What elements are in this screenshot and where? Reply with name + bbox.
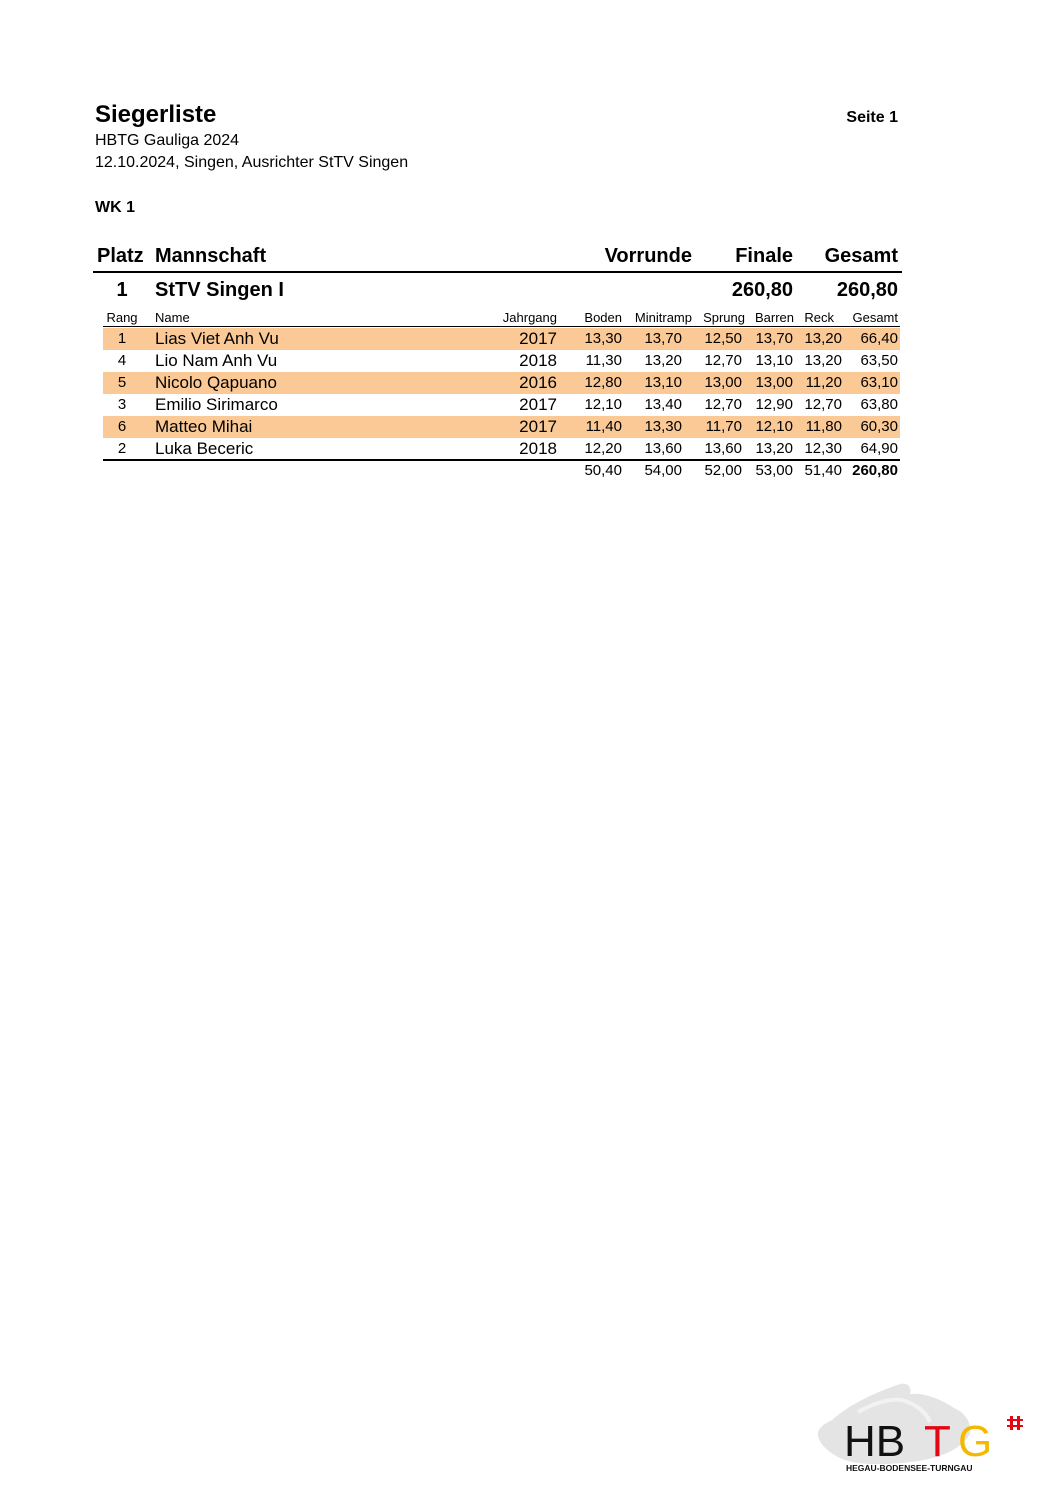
cell-name: Matteo Mihai	[155, 417, 253, 436]
cell-rang: 6	[117, 418, 127, 435]
total-minitramp: 54,00	[644, 462, 682, 479]
cell-sprung: 12,70	[704, 352, 742, 369]
cell-rang: 2	[117, 440, 127, 457]
team-name: StTV Singen I	[155, 279, 284, 301]
total-reck: 51,40	[804, 462, 842, 479]
cell-jahrgang: 2018	[519, 439, 557, 458]
cell-name: Lio Nam Anh Vu	[155, 351, 278, 370]
competition-label: WK 1	[95, 199, 135, 216]
cell-sprung: 11,70	[705, 418, 742, 435]
logo-tagline: HEGAU-BODENSEE-TURNGAU	[846, 1463, 973, 1473]
cell-name: Emilio Sirimarco	[155, 395, 278, 414]
cell-reck: 13,20	[804, 330, 842, 347]
cell-reck: 12,30	[804, 440, 842, 457]
cell-minitramp: 13,40	[644, 396, 682, 413]
cell-name: Luka Beceric	[155, 439, 254, 458]
cell-gesamt: 63,50	[860, 352, 898, 369]
logo-t: T	[924, 1417, 951, 1466]
header-platz: Platz	[97, 245, 144, 267]
cell-jahrgang: 2017	[519, 329, 557, 348]
table-row	[103, 438, 900, 460]
cell-boden: 13,30	[584, 330, 622, 347]
header-finale: Finale	[735, 245, 793, 267]
cell-jahrgang: 2016	[519, 373, 557, 392]
cell-barren: 12,90	[755, 396, 793, 413]
cell-minitramp: 13,10	[644, 374, 682, 391]
cell-gesamt: 66,40	[860, 330, 898, 347]
cell-barren: 13,20	[755, 440, 793, 457]
cell-gesamt: 63,80	[860, 396, 898, 413]
cell-rang: 5	[117, 374, 127, 391]
team-platz: 1	[116, 279, 128, 301]
table-row	[103, 416, 900, 438]
team-finale: 260,80	[731, 279, 793, 301]
cell-barren: 13,10	[755, 352, 793, 369]
cell-barren: 13,70	[755, 330, 793, 347]
page-number: Seite 1	[846, 109, 898, 126]
cell-rang: 4	[117, 352, 127, 369]
cell-rang: 3	[117, 396, 127, 413]
cell-sprung: 13,00	[704, 374, 742, 391]
hbtg-logo	[812, 1382, 1032, 1477]
cell-barren: 12,10	[755, 418, 793, 435]
cell-reck: 12,70	[804, 396, 842, 413]
cell-barren: 13,00	[755, 374, 793, 391]
cell-name: Nicolo Qapuano	[155, 373, 277, 392]
col-jahrgang: Jahrgang	[502, 310, 557, 325]
cell-reck: 11,80	[805, 418, 842, 435]
logo-g: G	[958, 1417, 993, 1466]
table-row	[103, 328, 900, 350]
total-boden: 50,40	[584, 462, 622, 479]
cell-jahrgang: 2017	[519, 395, 557, 414]
cell-sprung: 13,60	[704, 440, 742, 457]
cell-boden: 12,80	[584, 374, 622, 391]
table-row	[103, 350, 900, 372]
cell-reck: 11,20	[805, 374, 842, 391]
table-row	[103, 394, 900, 416]
col-boden: Boden	[584, 310, 622, 325]
cell-rang: 1	[117, 330, 127, 347]
cell-minitramp: 13,60	[644, 440, 682, 457]
cell-minitramp: 13,30	[644, 418, 682, 435]
event-date-place: 12.10.2024, Singen, Ausrichter StTV Singen	[95, 154, 409, 171]
cell-boden: 11,30	[585, 352, 622, 369]
cell-gesamt: 64,90	[860, 440, 898, 457]
cell-minitramp: 13,70	[644, 330, 682, 347]
col-name: Name	[155, 310, 190, 325]
total-gesamt: 260,80	[852, 462, 898, 479]
cell-minitramp: 13,20	[644, 352, 682, 369]
header-rule	[93, 271, 902, 273]
lake-map-icon	[812, 1382, 1032, 1477]
cell-sprung: 12,70	[704, 396, 742, 413]
cell-jahrgang: 2017	[519, 417, 557, 436]
total-barren: 53,00	[755, 462, 793, 479]
col-sprung: Sprung	[703, 310, 745, 325]
turner-cross-icon	[1007, 1416, 1023, 1430]
header-gesamt: Gesamt	[824, 245, 898, 267]
cell-boden: 11,40	[585, 418, 622, 435]
col-rang: Rang	[106, 310, 138, 325]
col-barren: Barren	[754, 310, 794, 325]
col-reck: Reck	[804, 310, 834, 325]
event-name: HBTG Gauliga 2024	[95, 132, 240, 149]
cell-gesamt: 60,30	[860, 418, 898, 435]
table-bottom-rule	[103, 459, 900, 461]
team-gesamt: 260,80	[836, 279, 898, 301]
header-vorrunde: Vorrunde	[604, 245, 692, 267]
header-mannschaft: Mannschaft	[155, 245, 267, 267]
table-row	[103, 372, 900, 394]
cell-sprung: 12,50	[704, 330, 742, 347]
page-title: Siegerliste	[95, 101, 217, 128]
cell-name: Lias Viet Anh Vu	[155, 329, 279, 348]
column-header-rule	[103, 326, 900, 327]
cell-gesamt: 63,10	[860, 374, 898, 391]
cell-reck: 13,20	[804, 352, 842, 369]
cell-boden: 12,10	[584, 396, 622, 413]
total-sprung: 52,00	[704, 462, 742, 479]
cell-boden: 12,20	[584, 440, 622, 457]
cell-jahrgang: 2018	[519, 351, 557, 370]
col-gesamt: Gesamt	[852, 310, 898, 325]
col-minitramp: Minitramp	[634, 310, 692, 325]
logo-hb: HB	[844, 1417, 906, 1466]
